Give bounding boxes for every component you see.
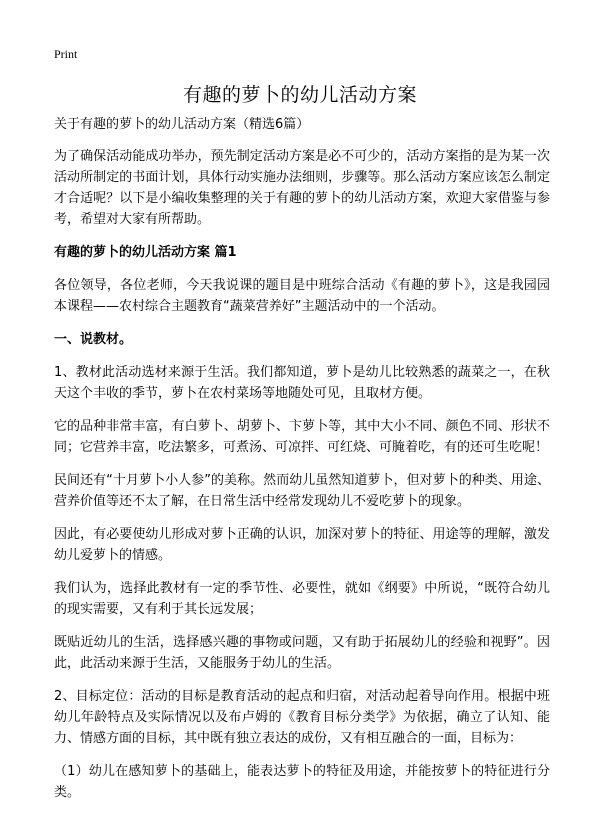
print-link[interactable]: Print [54,47,78,61]
part-heading: 一、说教材。 [54,332,133,347]
body-paragraph: 既贴近幼儿的生活，选择感兴趣的事物或问题，又有助于拓展幼儿的经验和视野”。因此，此活动来源于生活，又能服务于幼儿的生活。 [54,635,550,671]
opening-paragraph: 各位领导，各位老师，今天我说课的题目是中班综合活动《有趣的萝卜》，这是我园园本课程——农村综合主题教育“蔬菜营养好”主题活动中的一个活动。 [54,278,550,314]
body-paragraph: 2、目标定位：活动的目标是教育活动的起点和归宿，对活动起着导向作用。根据中班幼儿年龄特点及实际情况以及布卢姆的《教育目标分类学》为依据，确立了认知、能力、情感方面的目标，其中既有独立表达的成份，又有相互融合的一面，目标为： [54,689,550,746]
body-paragraph: 1、教材此活动选材来源于生活。我们都知道，萝卜是幼儿比较熟悉的蔬菜之一，在秋天这个丰收的季节，萝卜在农村菜场等地随处可见，且取材方便。 [54,365,550,401]
body-paragraph: （1）幼儿在感知萝卜的基础上，能表达萝卜的特征及用途，并能按萝卜的特征进行分类。 [54,764,550,800]
body-paragraph: 因此，有必要使幼儿形成对萝卜正确的认识，加深对萝卜的特征、用途等的理解，激发幼儿爱萝卜的情感。 [54,527,550,563]
document-subtitle: 关于有趣的萝卜的幼儿活动方案（精选6篇） [54,117,310,132]
document-body [54,114,550,815]
body-paragraph: 它的品种非常丰富，有白萝卜、胡萝卜、卞萝卜等，其中大小不同、颜色不同、形状不同；它营养丰富，吃法繁多，可煮汤、可凉拌、可红烧、可腌着吃，有的还可生吃呢！ [54,419,550,455]
body-paragraph: 我们认为，选择此教材有一定的季节性、必要性，就如《纲要》中所说，“既符合幼儿的现实需要，又有利于其长远发展； [54,581,550,617]
intro-paragraph: 为了确保活动能成功举办，预先制定活动方案是必不可少的，活动方案指的是为某一次活动所制定的书面计划，具体行动实施办法细则，步骤等。那么活动方案应该怎么制定才合适呢？以下是小编收集整理的关于有趣的萝卜的幼儿活动方案，欢迎大家借鉴与参考，希望对大家有所帮助。 [54,149,550,227]
section-heading: 有趣的萝卜的幼儿活动方案 篇1 [54,245,237,260]
page-title: 有趣的萝卜的幼儿活动方案 [182,84,417,106]
body-paragraph: 民间还有“十月萝卜小人参”的美称。然而幼儿虽然知道萝卜，但对萝卜的种类、用途、营养价值等还不太了解，在日常生活中经常发现幼儿不爱吃萝卜的现象。 [54,473,550,509]
